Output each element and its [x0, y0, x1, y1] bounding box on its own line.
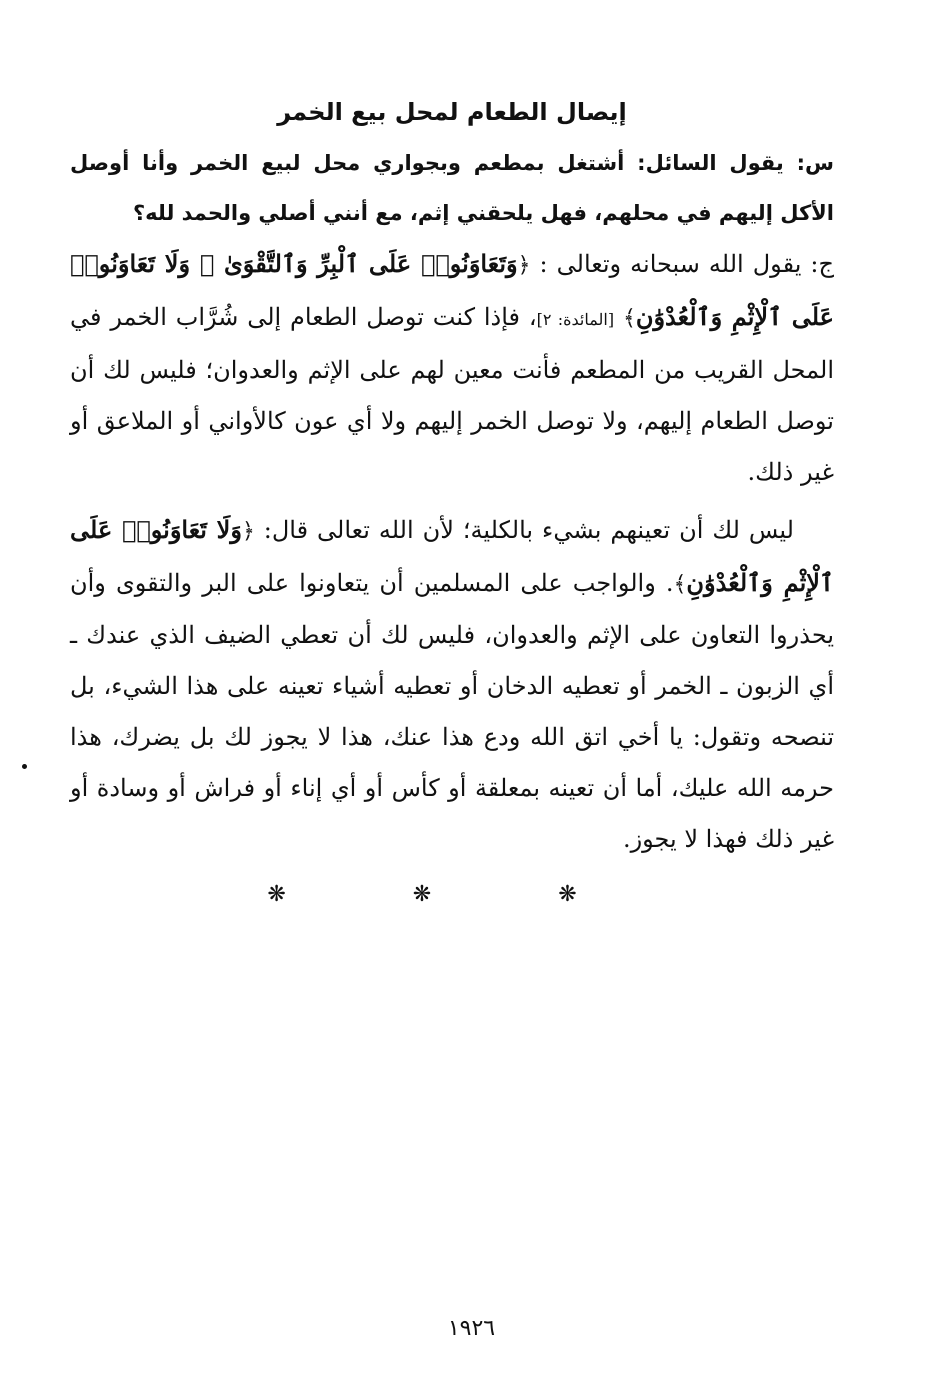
- verse-open-bracket: ﴿: [241, 519, 255, 544]
- verse-close-bracket: ﴾: [622, 306, 636, 331]
- verse-close-bracket: ﴾: [673, 572, 687, 597]
- question-text: س: يقول السائل: أشتغل بمطعم وبجواري محل لبيع الخمر وأنا أوصل الأكل إليهم في محلهم، فهل يلحقني إثم، مع أنني أصلي والحمد لله؟: [70, 151, 834, 225]
- answer-intro: ج: يقول الله سبحانه وتعالى :: [539, 250, 834, 278]
- page-number: ١٩٢٦: [447, 1316, 496, 1341]
- page-title: إيصال الطعام لمحل بيع الخمر: [277, 98, 627, 126]
- paragraph-body: . والواجب على المسلمين أن يتعاونوا على البر والتقوى وأن يحذروا التعاون على الإثم والعدوان، فليس لك أن تعطي الضيف الذي عندك ـ أي الزبون ـ الخمر أو تعطيه الدخان أو تعطيه أشياء تعينه على هذا الشيء، بل تنصحه وتقول: يا أخي اتق الله ودع هذا عنك، هذا لا يجوز لك بل يضرك، هذا حرمه الله عليك، أما أن تعينه بمعلقة أو كأس أو أي إناء أو فراش أو وسادة أو غير ذلك فهذا لا يجوز.: [70, 569, 834, 853]
- second-paragraph: [70, 504, 834, 865]
- page-content: [70, 90, 834, 915]
- verse-open-bracket: ﴿: [517, 253, 531, 278]
- paragraph-intro: ليس لك أن تعينهم بشيء بالكلية؛ لأن الله تعالى قال:: [263, 516, 794, 544]
- answer-paragraph: [70, 238, 834, 498]
- quran-verse: وَلَا تَعَاوَنُوا۟ عَلَى ٱلْإِثْمِ وَٱلْعُدْوَٰنِ: [70, 515, 834, 597]
- section-separator: ❋ ❋ ❋: [267, 882, 637, 907]
- quran-verse: وَتَعَاوَنُوا۟ عَلَى ٱلْبِرِّ وَٱلتَّقْوَىٰ ۖ وَلَا تَعَاوَنُوا۟ عَلَى ٱلْإِثْمِ وَٱلْعُدْوَٰنِ: [70, 249, 834, 331]
- answer-body: ، فإذا كنت توصل الطعام إلى شُرَّاب الخمر في المحل القريب من المطعم فأنت معين لهم على الإثم والعدوان؛ فليس لك أن توصل الطعام إليهم، ولا توصل الخمر إليهم ولا أي عون كالأواني أو الملاعق أو غير ذلك.: [70, 303, 834, 486]
- verse-reference: [المائدة: ٢]: [536, 310, 615, 329]
- margin-mark: [22, 764, 27, 769]
